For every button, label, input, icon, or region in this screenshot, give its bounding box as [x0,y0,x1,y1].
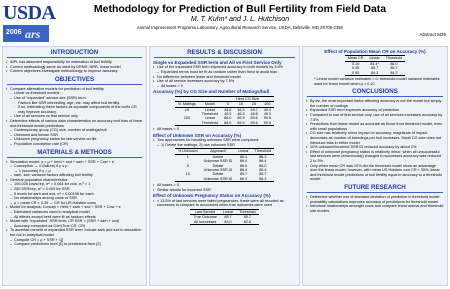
list-item: – 1) Delete the matings, 2) use unknown SSR [153,143,296,148]
list-item: • Compared to use of first service only, use of all services increases accuracy by 7.5% [306,113,444,122]
list-item: • Similar results for incorrect SSR [153,188,296,193]
list-item: • Predictions from linear model as accurate as those from threshold model, even with small populations [306,122,444,131]
table-cell: 89.9 [237,116,245,121]
table-cell: 86.3 [239,154,248,159]
table-cell: 86.4 [259,168,267,173]
table-header-cell: Mean CR [347,56,364,61]
list-item: • Current objectives investigate methodology to improve accuracy [6,69,143,74]
section-title-results: RESULTS & DISCUSSION [187,49,262,56]
list-item: – No relationships among cows or SSR [6,196,143,201]
table-cell: 84.3 [390,70,398,75]
list-item: • Only when mean CR was 10% did the threshold model show an advantage over the linear model; however, with mean US Holstein cow CR ≈ 35%, linear and threshold model predictions of bull fertility equal in accuracy to a threshold model [306,164,444,182]
list-item: – Population conception rate (CR) [6,142,143,147]
cg-size-group-header: Herd CG Size [236,96,259,101]
column-right [302,46,448,286]
table-cell: 86.3 [259,176,267,181]
logo-year: 2006 [6,29,22,36]
table-cell: 48.7 [250,107,258,112]
list-item: • CG size has relatively minor impact on accuracy; magnitude of impact decreases as number of breedings per bull increases. Small CG size does not introduce bias in either model [306,131,444,145]
list-item: – Accuracy computed as Corr(True CR, CR) [6,224,143,229]
objectives-list [3,87,146,147]
ars-wordmark: ars [25,27,41,41]
table-cell: 86.4 [259,159,267,164]
table-header-cell: Linear [369,56,380,61]
pregnancy-status-list [150,199,299,208]
subsection-title-single-vs-expanded: Single vs Expanded SSR term and All vs First Service Only [153,60,282,65]
list-item: • 10% unknown/incorrect SSR ID reduced accuracy by about 2% [306,145,444,150]
section-title-materials-methods: MATERIALS & METHODS [37,148,112,156]
table-cell: Delete [212,154,224,159]
table-cell: 86.4 [239,159,248,164]
list-item: * Linear model variance estimable > 0; threshold model variance estimates used for linear model when μ = 0.10 [314,77,440,86]
section-rule [307,96,443,97]
list-item: · Factors like SSR inbreeding, age, etc. may affect bull fertility. [6,101,143,106]
table-cell: 85.7 [224,215,232,220]
table-cell: 86.3 [259,154,267,159]
list-item: • All bases = 0 [153,127,296,132]
list-item: • Use of all service increases accuracy by 7.5% [153,79,296,84]
section-rule [7,84,142,85]
poster-authors: M. T. Kuhn* and J. L. Hutchison [190,16,290,23]
column-left [2,46,147,286]
table-cell: 85.7 [239,172,248,177]
list-item: – 100,025 cows/rep, σ² = 0.064 for cow, σ₂² = 1 [6,182,143,187]
table-cell [175,121,199,126]
conclusions-list [303,99,447,182]
list-item: · If so, estimating these factors as separate components of the bull's CR may improve accuracy. [6,105,143,114]
intro-list [3,60,146,74]
table-header-cell: Threshold [385,56,403,61]
section-rule [307,192,443,193]
table-header-cell: Threshold [239,210,256,215]
list-item: • By far, the most important factor affecting accuracy is not the model but simply the number of matings [306,99,444,108]
table-cell: 46.3 [237,107,245,112]
table-cell: Delete [212,172,224,177]
table-cell: Threshold [201,120,219,125]
table-cell: 49.3 [263,112,271,116]
table-row [345,71,405,76]
list-item: • Introduce relationships amongst cows and compare linear animal and threshold sire models [306,204,444,213]
subsection-title-unknown-ssr: Effect of Unknown SSR on Accuracy (%) [153,132,242,138]
section-title-introduction: INTRODUCTION [50,49,99,56]
table-row [175,121,274,126]
usda-wordmark: USDA [3,2,56,24]
table-cell: 45.6 [224,107,232,112]
list-item: – Compare predictions from [1] to predictions from [2] [6,242,143,247]
table-cell: 0.10 [352,61,360,66]
table-cell: 85.7 [390,66,398,71]
list-item: • Model with "expanded" SSR term: CR SSR = (SSR + sarh + sxd) [6,219,143,224]
table-cell: 85.7 [243,215,251,220]
materials-list [3,160,146,247]
table-header-cell: Threshold [254,149,272,154]
table-cell: Unknown SSR ID [203,168,233,173]
list-item: – All effects except herd were fit as random effects [6,215,143,220]
list-item: – 250 SSR/rep, σ² = 0.009 for SSR [6,187,143,192]
table-header-cell: 10 [238,102,243,107]
table-header-row [175,149,274,154]
list-item: – sarh, sxd: variance factors affecting bull fertility [6,173,143,178]
list-item: • AIPL has assumed responsibility for estimation of bull fertility [6,60,143,65]
table-cell: 85.7 [370,66,379,71]
table-cell: Linear [204,107,216,112]
table-cell: Unknown SSR ID [203,159,233,164]
list-item: • To ascertain benefit of expanded SSR term: include sarh and sxd in simulation but not in analytical model [6,228,143,237]
table-cell: 86.0 [239,163,248,168]
table-cell: 89.6 [250,120,258,125]
table-cell: 88.0 [224,120,232,125]
table-row [175,177,274,182]
list-item: → 1 (success) if y > μ [14,168,51,173]
list-item: • Expanded SSR term improves accuracy of prediction [306,108,444,113]
table-cell: 90.5 [263,120,271,125]
table-header-cell: 20 [252,102,257,107]
population-cr-notes [303,77,447,86]
section-title-conclusions: CONCLUSIONS [352,88,398,96]
list-item: – μ = mean CR = 0.35 → CR for US Holstein cows [6,201,143,206]
table-cell [175,177,201,182]
abstract-reference: Abstract M26 [419,32,446,37]
table-cell: 86.0 [259,163,267,168]
table-header-cell: Last Service [195,210,216,215]
pregnancy-status-table [190,209,258,225]
table-cell: 0.35 [352,66,360,71]
section-title-future-research: FUTURE RESEARCH [344,183,406,191]
table-cell: All successes [193,219,217,224]
list-item: – Unknown pregnancy status for last service on file [6,137,143,142]
table-cell: 90.5 [263,116,271,121]
table-header-row [190,210,258,215]
unknown-ssr-table [175,148,274,182]
list-item: • All bases = 0 [153,183,296,188]
usda-ars-logo [3,2,56,45]
table-cell: 84.4* [370,61,379,66]
table-cell: 86.3 [239,176,248,181]
list-item: • Determine effects of various data characteristics on accuracy and bias of linear and threshold model predictions [6,119,143,128]
cg-size-table [175,96,274,126]
table-header-cell: N. Matings [178,102,196,107]
table-cell: Threshold [201,112,219,116]
list-item: – Contemporary group (CG) size, number of matings/bull [6,128,143,133]
table-cell: 83.0 [224,219,232,224]
list-item: • Use of the expanded SSR term improved accuracy in both models by 3.5% [153,65,296,70]
list-item: • Model for analysis: Concep = Herd + sarh + sxd + SSR + Cow + e [6,205,143,210]
list-item: • Two approaches for handling unknown SSR were compared: [153,138,296,143]
table-cell: True Outcome [193,215,217,220]
table-cell: 10 [184,107,189,112]
table-cell: 82.8 [243,219,251,224]
list-item: – Use of all services vs first service only [6,114,143,119]
table-header-cell: 100 [264,102,271,107]
table-cell: 85.7 [259,172,267,177]
table-header-cell: Approach [210,149,226,154]
list-item: • General population characteristics [6,178,143,183]
table-cell: Unknown SSR ID [203,176,233,181]
list-item: • Compare alternative models for prediction of bull fertility [6,87,143,92]
single-vs-expanded-list [150,65,299,88]
table-cell: 84.3 [370,70,379,75]
section-title-objectives: OBJECTIVES [54,75,95,83]
unknown-ssr-notes [150,183,299,192]
table-cell: 0.50 [352,70,360,75]
list-item: – Conception → 0 (failure) if y ≤ μ [6,164,143,169]
list-item: • Determine whether use of standard deviation of prediction in threshold model probability calculations improves accuracy of predictions for threshold model [306,195,444,204]
section-rule [7,57,142,58]
table-row [345,66,405,70]
cg-note-list [150,127,299,132]
table-cell: 89.9 [237,120,245,125]
list-item: – All bases = 0 [153,84,296,89]
list-item: • Current methodology same as used by DRMS, NRR, linear model [6,65,143,70]
unknown-ssr-list [150,138,299,147]
list-item: • Effect of unknown pregnancy status is relatively minor; when all unsuccessful last services were (erroneously) changed to successes accuracy was reduced 2 to 3% [306,150,444,164]
subsection-title-population-cr: Effect of Population Mean CR on Accuracy (%) [324,49,426,54]
table-header-row [345,56,405,61]
column-middle [149,46,300,286]
table-cell: 86.4 [239,168,248,173]
list-item: – 5 levels for sarh and sxd, σ² = 0.00195 for each [6,192,143,197]
table-cell: Delete [212,163,224,168]
table-cell: 5 [186,163,189,168]
table-header-cell: Model [204,102,215,107]
poster-affiliation: Animal Improvement Programs Laboratory, Agricultural Research Service, USDA, Beltsville, MD 20705-2350 [136,25,344,30]
list-item: – Linear vs threshold models [6,91,143,96]
table-header-cell: Linear [222,210,234,215]
table-cell: 49.4 [263,107,271,112]
table-header-cell: 5 [226,102,229,107]
list-item: – Compute CR = μ + SSR + 1[] [6,238,143,243]
section-rule [154,57,295,58]
subsection-title-pregnancy-status: Effect of Unknown Pregnancy Status on Accuracy (%) [153,193,271,199]
future-research-list [303,195,447,213]
table-cell: 88.0 [224,116,232,121]
section-rule [7,157,142,158]
population-cr-table [345,55,405,76]
table-cell: 46.3 [237,112,245,116]
table-header-cell: Linear [238,149,249,154]
list-item: – Use of "expanded" service sire (SSR) term [6,96,143,101]
table-cell: 89.6 [250,116,258,121]
list-item: • No difference between linear and threshold model [153,75,296,80]
table-cell: Linear [204,116,216,121]
list-item: – Expanded terms must be fit as random rather than fixed to avoid bias [153,70,296,75]
subsection-title-cg-size: Accuracy (%) by CG Size and Number of Matings/bull [153,89,270,95]
poster-title: Methodology for Prediction of Bull Fertility from Field Data [93,3,387,15]
list-item: • ≈ 13.5% of last services were failed pregnancies; these were all recoded as successes to compare to accuracies when true outcomes were used [153,199,296,208]
list-item: – Unknown and known SSR [6,133,143,138]
table-cell: 1 [186,154,189,159]
table-cell: 86.0 [390,61,398,66]
list-item: – Estimated variances used in analytical model [6,210,143,215]
table-cell: 45.5 [224,112,232,116]
table-cell: 10 [185,172,190,177]
table-cell: 48.8 [250,112,258,116]
table-header-cell: % Unknown [177,149,198,154]
list-item: • Simulation model: y = μ + herd + sxd + sarh + SSR + Cow + e [6,160,143,165]
table-cell: 100 [183,116,190,121]
table-row [190,220,258,225]
